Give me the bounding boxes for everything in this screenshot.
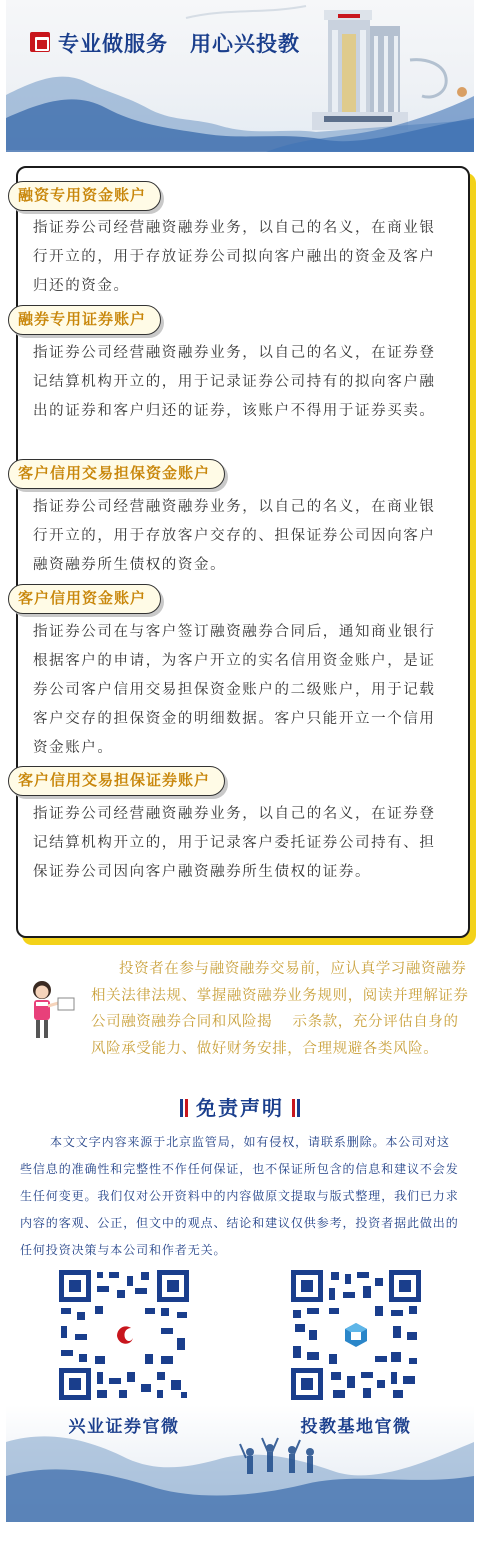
disclaimer-title: 免责声明 — [196, 1096, 284, 1120]
qr-label-education-base: 投教基地官微 — [300, 1417, 412, 1437]
section-body-securities-lending-account: 指证券公司经营融资融券业务，以自己的名义，在证券登记结算机构开立的，用于记录证券公司持有的拟向客户融出的证券和客户归还的证券，该账户不得用于证券买卖。 — [33, 345, 436, 419]
section-body-client-credit-fund-account: 指证券公司在与客户签订融资融券合同后，通知商业银行根据客户的申请，为客户开立的实名信用资金账户，是证券公司客户信用交易担保资金账户的二级账户，用于记载客户交存的担保资金的明细数据。客户只能开立一个信用资金账户。 — [33, 624, 436, 756]
banner-landscape-illustration — [6, 0, 474, 152]
heading-bar-icon — [292, 1099, 295, 1117]
disclaimer-heading — [0, 1092, 480, 1121]
heading-bar-icon — [180, 1099, 183, 1117]
section-tag-financing-fund-account: 融资专用资金账户 — [8, 181, 161, 211]
heading-bar-icon — [297, 1099, 300, 1117]
qr-label-industrial-securities: 兴业证券官微 — [68, 1417, 180, 1437]
section-body-financing-fund-account: 指证券公司经营融资融券业务，以自己的名义，在商业银行开立的，用于存放证券公司拟向客户融出的资金及客户归还的资金。 — [33, 220, 436, 294]
section-tag-client-guarantee-fund-account: 客户信用交易担保资金账户 — [8, 459, 225, 489]
header-banner — [6, 0, 474, 152]
qr-footer — [6, 1262, 474, 1522]
building-icon — [312, 10, 408, 130]
qr-code-education-base[interactable] — [289, 1268, 423, 1402]
section-tag-client-credit-fund-account: 客户信用资金账户 — [8, 584, 161, 614]
presenter-woman-icon — [18, 976, 78, 1044]
disclaimer-text: 本文文字内容来源于北京监管局，如有侵权，请联系删除。本公司对这些信息的准确性和完整性不作任何保证，也不保证所包含的信息和建议不会发生任何变更。我们仅对公开资料中的内容做原文提取与版式整理，我们已力求内容的客观、公正，但文中的观点、结论和建议仅供参考，投资者据此做出的任何投资决策与本公司和作者无关。 — [20, 1135, 459, 1257]
banner-slogan: 专业做服务 用心兴投教 — [58, 32, 300, 56]
heading-bar-icon — [185, 1099, 188, 1117]
section-tag-client-guarantee-securities-account: 客户信用交易担保证券账户 — [8, 766, 225, 796]
qr-code-industrial-securities[interactable] — [57, 1268, 191, 1402]
section-tag-securities-lending-account: 融券专用证券账户 — [8, 305, 161, 335]
industrial-securities-logo-icon — [30, 32, 50, 52]
section-body-client-guarantee-fund-account: 指证券公司经营融资融券业务，以自己的名义，在商业银行开立的，用于存放客户交存的、担保证券公司因向客户融资融券所生债权的资金。 — [33, 499, 436, 573]
section-body-client-guarantee-securities-account: 指证券公司经营融资融券业务，以自己的名义，在证券登记结算机构开立的，用于记录客户委托证券公司持有、担保证券公司因向客户融资融券所生债权的证券。 — [33, 806, 436, 880]
investor-notice: 投资者在参与融资融券交易前，应认真学习融资融券相关法律法规、掌握融资融券业务规则，阅读并理解证券公司融资融券合同和风险揭 示条款，充分评估自身的风险承受能力、做好财务安排，合理规避各类风险。 — [91, 961, 469, 1057]
